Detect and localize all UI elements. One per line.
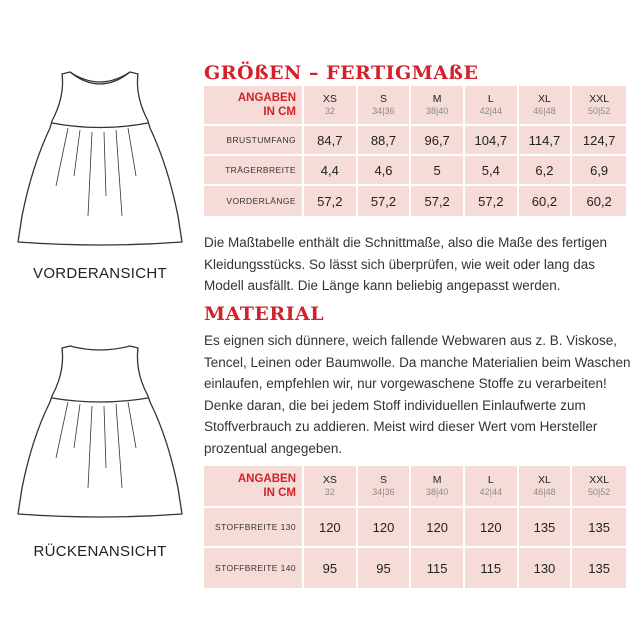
- back-dress-drawing: [0, 338, 200, 538]
- table-cell: 60,2: [519, 186, 573, 216]
- front-dress-drawing: [0, 66, 200, 266]
- header-label: [204, 466, 304, 508]
- sizes-heading: GRÖßEN – FERTIGMAßE: [204, 62, 479, 84]
- table-row: [204, 156, 626, 186]
- row-label-stoffbreite-130: STOFFBREITE 130: [204, 508, 304, 548]
- table-cell: 135: [588, 560, 610, 576]
- measurements-note: Die Maßtabelle enthält die Schnittmaße, also die Maße des fertigen Kleidungsstücks. So lässt sich überprüfen, wie weit oder lang das Modell ausfällt. Die Länge kann beliebig angepasst werden.: [204, 235, 607, 294]
- size-header-s: S 34|36: [358, 466, 412, 508]
- table-cell: 88,7: [358, 126, 412, 156]
- size-header-xxl: XXL 50|52: [572, 86, 626, 126]
- header-label: [204, 86, 304, 126]
- table-header-row: [204, 466, 626, 508]
- size-header-l: L 42|44: [465, 466, 519, 508]
- table-cell: 95: [358, 548, 412, 588]
- table-cell: 114,7: [519, 126, 573, 156]
- back-view-label: RÜCKENANSICHT: [33, 543, 167, 560]
- size-header-m: M 38|40: [411, 86, 465, 126]
- table-cell: 84,7: [304, 126, 358, 156]
- table-cell: 135: [572, 508, 626, 548]
- table-cell: 6,2: [519, 156, 573, 186]
- row-label-vorderlaenge: VORDERLÄNGE: [204, 186, 304, 216]
- header-label-line1: ANGABEN: [237, 92, 296, 104]
- table-cell: 120: [304, 508, 358, 548]
- fabric-consumption-table: [204, 466, 626, 588]
- table-cell: 135: [519, 508, 573, 548]
- row-label-brustumfang: BRUSTUMFANG: [204, 126, 304, 156]
- row-label-stoffbreite-140: STOFFBREITE 140: [204, 548, 304, 588]
- table-cell: 6,9: [572, 156, 626, 186]
- table-row: [204, 508, 626, 548]
- size-header-l: L 42|44: [465, 86, 519, 126]
- size-header-s: S 34|36: [358, 86, 412, 126]
- material-heading: MATERIAL: [204, 303, 325, 325]
- table-cell: 57,2: [304, 186, 358, 216]
- table-cell: 4,4: [304, 156, 358, 186]
- table-header-row: [204, 86, 626, 126]
- table-row: [204, 186, 626, 216]
- size-header-xl: XL 46|48: [519, 466, 573, 508]
- size-header-m: M 38|40: [411, 466, 465, 508]
- table-cell: 115: [465, 548, 519, 588]
- size-header-xl: XL 46|48: [519, 86, 573, 126]
- table-cell: 120: [411, 508, 465, 548]
- table-cell: 4,6: [358, 156, 412, 186]
- back-view-sketch: [0, 338, 200, 538]
- row-label-traegerbreite: TRÄGERBREITE: [204, 156, 304, 186]
- table-cell: 5: [411, 156, 465, 186]
- table-cell: 115: [411, 548, 465, 588]
- table-row: [204, 126, 626, 156]
- table-cell: 5,4: [465, 156, 519, 186]
- front-view-label: VORDERANSICHT: [33, 265, 167, 282]
- front-view-sketch: [0, 66, 200, 266]
- table-cell: 57,2: [411, 186, 465, 216]
- table-cell: 104,7: [465, 126, 519, 156]
- finished-measurements-table: [204, 86, 626, 216]
- table-cell: 95: [304, 548, 358, 588]
- table-cell: 57,2: [358, 186, 412, 216]
- table-cell: 120: [358, 508, 412, 548]
- header-label-line2: IN CM: [263, 487, 296, 499]
- header-label-line1: ANGABEN: [237, 473, 296, 485]
- material-text: Es eignen sich dünnere, weich fallende Webwaren aus z. B. Viskose, Tencel, Leinen oder Baumwolle. Da manche Materialien beim Waschen einlaufen, empfehlen wir, nur vorgewaschene Stoffe zu verarbeiten! Denke daran, die bei jedem Stoff individuellen Einlaufwerte zum Stoffverbrauch zu addieren. Meist wird dieser Wert vom Hersteller prozentual angegeben.: [204, 333, 631, 456]
- size-header-xxl: XXL 50|52: [572, 466, 626, 508]
- table-row: [204, 548, 626, 588]
- table-cell: 57,2: [465, 186, 519, 216]
- header-label-line2: IN CM: [263, 106, 296, 118]
- table-cell: 130: [519, 548, 573, 588]
- table-cell: 124,7: [572, 126, 626, 156]
- table-cell: 96,7: [411, 126, 465, 156]
- table-cell: 120: [465, 508, 519, 548]
- table-cell: 60,2: [586, 193, 612, 209]
- size-header-xs: XS 32: [304, 86, 358, 126]
- size-header-xs: XS 32: [304, 466, 358, 508]
